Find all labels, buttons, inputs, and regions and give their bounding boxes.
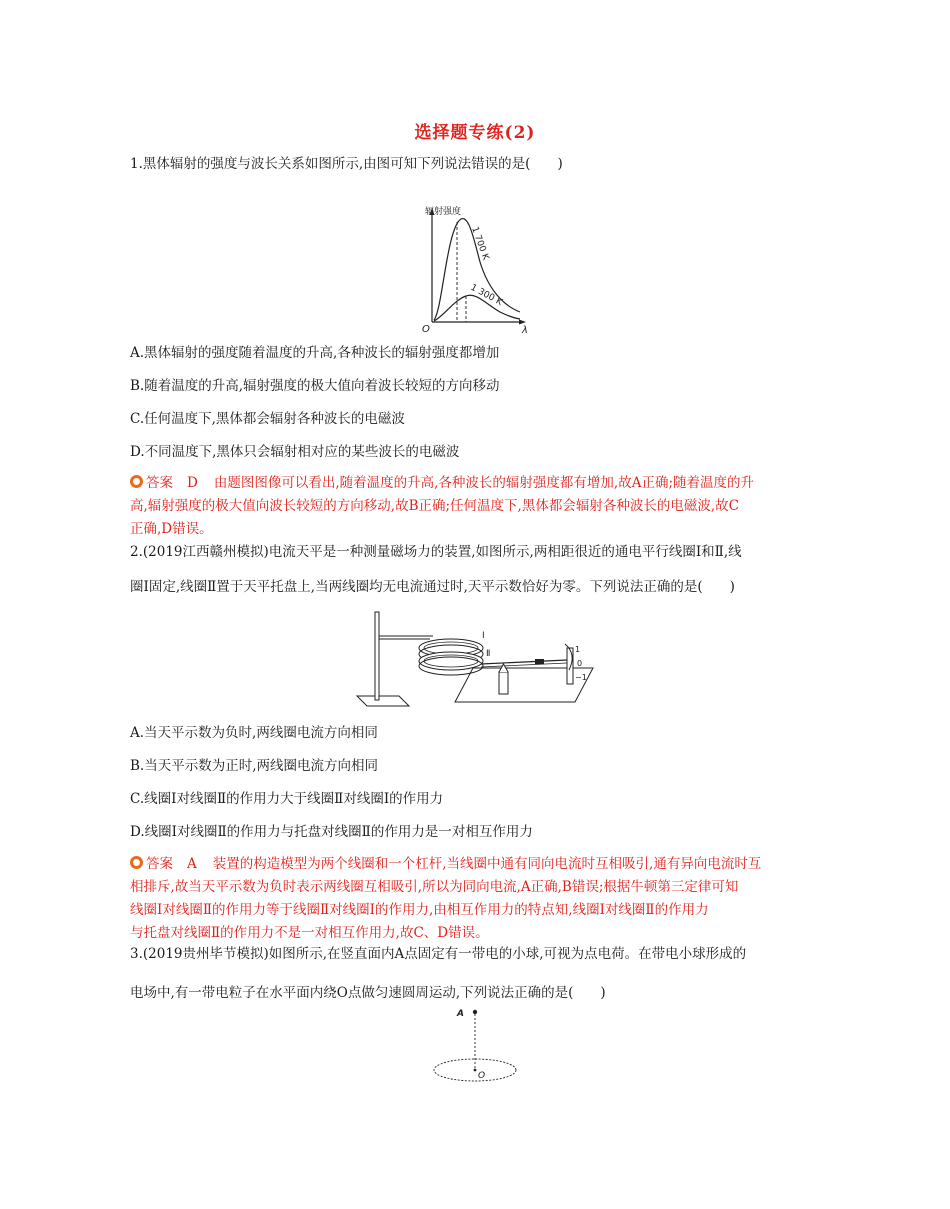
answer-line: 由题图图像可以看出,随着温度的升高,各种波长的辐射强度都有增加,故A正确;随着温度的升 xyxy=(213,475,754,491)
graph-xlabel: λ xyxy=(522,325,528,335)
center-point-o xyxy=(474,1069,477,1072)
scale-top-label: 1 xyxy=(575,645,581,654)
curve-1300k xyxy=(434,295,520,321)
answer-line: 正确,D错误。 xyxy=(130,521,213,537)
point-a-label: A xyxy=(457,1009,464,1019)
question-3-stem-line-2: 电场中,有一带电粒子在水平面内绕O点做匀速圆周运动,下列说法正确的是( ) xyxy=(130,985,606,1001)
question-1-option-c: C.任何温度下,黑体都会辐射各种波长的电磁波 xyxy=(130,411,405,427)
question-2-option-a: A.当天平示数为负时,两线圈电流方向相同 xyxy=(130,725,378,741)
stand-base xyxy=(357,696,409,706)
point-charge-orbit-diagram xyxy=(425,1002,525,1092)
scale-bottom-label: −1 xyxy=(575,673,587,682)
fulcrum xyxy=(499,672,508,694)
question-2-option-b: B.当天平示数为正时,两线圈电流方向相同 xyxy=(130,758,379,774)
answer-line: 高,辐射强度的极大值向波长较短的方向移动,故B正确;任何温度下,黑体都会辐射各种波长的电磁波,故C xyxy=(130,498,739,514)
question-2-stem-line-2: 圈Ⅰ固定,线圈Ⅱ置于天平托盘上,当两线圈均无电流通过时,天平示数恰好为零。下列说法正确的是( ) xyxy=(130,579,735,595)
answer-line: 装置的构造模型为两个线圈和一个杠杆,当线圈中通有同向电流时互相吸引,通有异向电流时互 xyxy=(212,856,762,872)
scale-mid-label: 0 xyxy=(577,659,583,668)
answer-line: 与托盘对线圈Ⅱ的作用力不是一对相互作用力,故C、D错误。 xyxy=(130,925,489,941)
stand-pole xyxy=(375,612,379,700)
answer-key: A xyxy=(187,856,197,872)
coil-1-label: Ⅰ xyxy=(482,631,485,641)
charge-point-a xyxy=(473,1010,477,1014)
question-1-answer xyxy=(130,472,820,541)
answer-line: 相排斥,故当天平示数为负时表示两线圈互相吸引,所以为同向电流,A正确,B错误;根据牛顿第三定律可知 xyxy=(130,879,739,895)
curve-1300k-label: 1 300 K xyxy=(468,282,504,308)
blackbody-radiation-graph xyxy=(410,200,540,335)
question-2-option-c: C.线圈Ⅰ对线圈Ⅱ的作用力大于线圈Ⅱ对线圈Ⅰ的作用力 xyxy=(130,791,444,807)
coil-2-label: Ⅱ xyxy=(486,649,491,659)
page-title: 选择题专练(2) xyxy=(414,123,536,143)
question-2-option-d: D.线圈Ⅰ对线圈Ⅱ的作用力与托盘对线圈Ⅱ的作用力是一对相互作用力 xyxy=(130,824,533,840)
graph-origin: O xyxy=(422,324,430,335)
answer-label: 答案 xyxy=(146,475,173,491)
x-axis-arrow xyxy=(519,320,526,325)
question-1-option-d: D.不同温度下,黑体只会辐射相对应的某些波长的电磁波 xyxy=(130,444,460,460)
scale-post xyxy=(567,648,573,684)
curve-1700k-label: 1 700 K xyxy=(469,225,491,262)
question-2-answer xyxy=(130,853,820,945)
answer-badge-icon xyxy=(130,475,143,488)
point-o-label: O xyxy=(478,1071,486,1081)
graph-ylabel: 辐射强度 xyxy=(425,207,462,217)
question-1-stem: 1.黑体辐射的强度与波长关系如图所示,由图可知下列说法错误的是( ) xyxy=(130,156,563,172)
question-2-stem-line-1: 2.(2019江西赣州模拟)电流天平是一种测量磁场力的装置,如图所示,两相距很近的通电平行线圈Ⅰ和Ⅱ,线 xyxy=(130,544,742,560)
answer-label: 答案 xyxy=(146,856,173,872)
question-3-stem-line-1: 3.(2019贵州毕节模拟)如图所示,在竖直面内A点固定有一带电的小球,可视为点电荷。在带电小球形成的 xyxy=(130,946,747,962)
answer-key: D xyxy=(187,475,198,491)
question-1-option-a: A.黑体辐射的强度随着温度的升高,各种波长的辐射强度都增加 xyxy=(130,345,500,361)
answer-badge-icon xyxy=(130,856,143,869)
counterweight xyxy=(535,659,544,664)
current-balance-diagram xyxy=(355,606,595,710)
answer-line: 线圈Ⅰ对线圈Ⅱ的作用力等于线圈Ⅱ对线圈Ⅰ的作用力,由相互作用力的特点知,线圈Ⅰ对线圈Ⅱ的作用力 xyxy=(130,902,709,918)
question-1-option-b: B.随着温度的升高,辐射强度的极大值向着波长较短的方向移动 xyxy=(130,378,500,394)
